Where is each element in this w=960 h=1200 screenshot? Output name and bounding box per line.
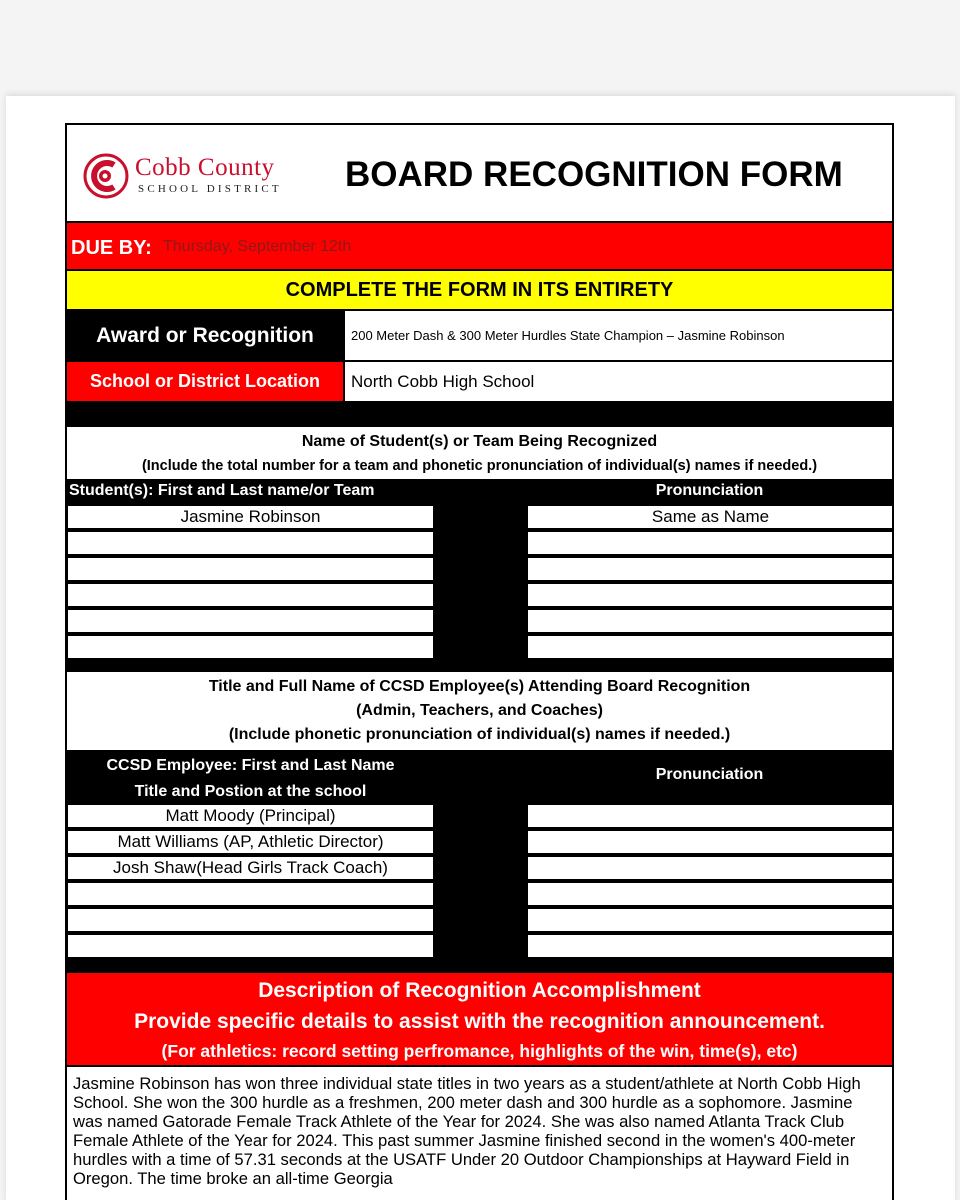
logo-subtitle: SCHOOL DISTRICT [138, 183, 282, 195]
location-field[interactable]: North Cobb High School [343, 362, 892, 401]
award-row [67, 311, 892, 362]
students-subheading: (Include the total number for a team and phonetic pronunciation of individual(s) names if needed.) [141, 458, 818, 474]
employee-pronunciation-cell[interactable] [527, 856, 894, 880]
employee-pronunciation-cell[interactable] [527, 830, 894, 854]
student-pronunciation-cell[interactable] [527, 609, 894, 633]
employees-subheading-pronunciation: (Include phonetic pronunciation of individual(s) names if needed.) [228, 726, 731, 743]
employee-name-cell[interactable] [67, 882, 434, 906]
district-logo [83, 153, 323, 199]
description-heading-block [67, 971, 892, 1065]
employee-pronunciation-cell[interactable] [527, 804, 894, 828]
page-title: BOARD RECOGNITION FORM [345, 155, 843, 194]
employee-name-cell[interactable]: Josh Shaw(Head Girls Track Coach) [67, 856, 434, 880]
student-pronunciation-cell[interactable] [527, 531, 894, 555]
employee-name-column-label: CCSD Employee: First and Last Name [106, 757, 395, 774]
student-pronunciation-cell[interactable] [527, 583, 894, 607]
employee-pronunciation-column-label: Pronunciation [655, 766, 764, 783]
student-pronunciation-column-label: Pronunciation [655, 482, 764, 499]
description-body[interactable]: Jasmine Robinson has won three individual state titles in two years as a student/athlete at North Cobb High School. She won the 300 hurdle as a freshmen, 200 meter dash and 300 hurdle as a sophomore. Jasmine was named Gatorade Female Track Athlete of the Year for 2024. She was also named Atlanta Track Club Female Athlete of the Year for 2024. This past summer Jasmine finished second in the women's 400-meter hurdles with a time of 57.31 seconds at the USATF Under 20 Outdoor Championships at Hayward Field in Oregon. The time broke an all-time Georgia [67, 1065, 892, 1200]
location-row [67, 362, 892, 401]
students-column-header [67, 479, 892, 503]
employee-pronunciation-cell[interactable] [527, 882, 894, 906]
award-label: Award or Recognition [67, 311, 343, 360]
award-field[interactable]: 200 Meter Dash & 300 Meter Hurdles State Champion – Jasmine Robinson [343, 311, 892, 360]
employees-section-heading [67, 672, 892, 750]
student-name-cell[interactable] [67, 531, 434, 555]
student-name-cell[interactable]: Jasmine Robinson [67, 505, 434, 529]
district-seal-icon [83, 153, 129, 199]
students-section-heading [67, 427, 892, 479]
student-name-cell[interactable] [67, 557, 434, 581]
location-label: School or District Location [67, 362, 343, 401]
student-pronunciation-cell[interactable] [527, 635, 894, 659]
employee-pronunciation-cell[interactable] [527, 908, 894, 932]
description-note: (For athletics: record setting perfromance, highlights of the win, time(s), etc) [161, 1041, 798, 1061]
board-recognition-form [65, 123, 894, 1200]
logo-wordmark: Cobb County [135, 154, 275, 181]
employee-title-column-label: Title and Postion at the school [134, 783, 367, 800]
due-label: DUE BY: [71, 237, 152, 259]
student-name-cell[interactable] [67, 635, 434, 659]
student-name-cell[interactable] [67, 609, 434, 633]
due-bar [67, 223, 892, 271]
student-name-cell[interactable] [67, 583, 434, 607]
employees-column-header [67, 750, 892, 804]
employee-name-cell[interactable]: Matt Williams (AP, Athletic Director) [67, 830, 434, 854]
student-name-column-label: Student(s): First and Last name/or Team [69, 482, 375, 499]
students-heading: Name of Student(s) or Team Being Recognized [301, 433, 658, 450]
student-pronunciation-cell[interactable]: Same as Name [527, 505, 894, 529]
instruction-banner: COMPLETE THE FORM IN ITS ENTIRETY [67, 271, 892, 311]
divider-bar [67, 401, 892, 427]
employee-name-cell[interactable] [67, 934, 434, 958]
employees-table [67, 804, 892, 971]
description-subheading: Provide specific details to assist with the recognition announcement. [134, 1010, 825, 1033]
employees-heading: Title and Full Name of CCSD Employee(s) Attending Board Recognition [208, 678, 751, 695]
students-table [67, 503, 892, 672]
student-pronunciation-cell[interactable] [527, 557, 894, 581]
employee-name-cell[interactable]: Matt Moody (Principal) [67, 804, 434, 828]
due-value: Thursday, September 12th [163, 238, 352, 255]
form-header [67, 125, 892, 223]
employees-subheading-roles: (Admin, Teachers, and Coaches) [356, 702, 603, 719]
employee-pronunciation-cell[interactable] [527, 934, 894, 958]
description-heading: Description of Recognition Accomplishment [258, 979, 701, 1002]
employee-name-cell[interactable] [67, 908, 434, 932]
